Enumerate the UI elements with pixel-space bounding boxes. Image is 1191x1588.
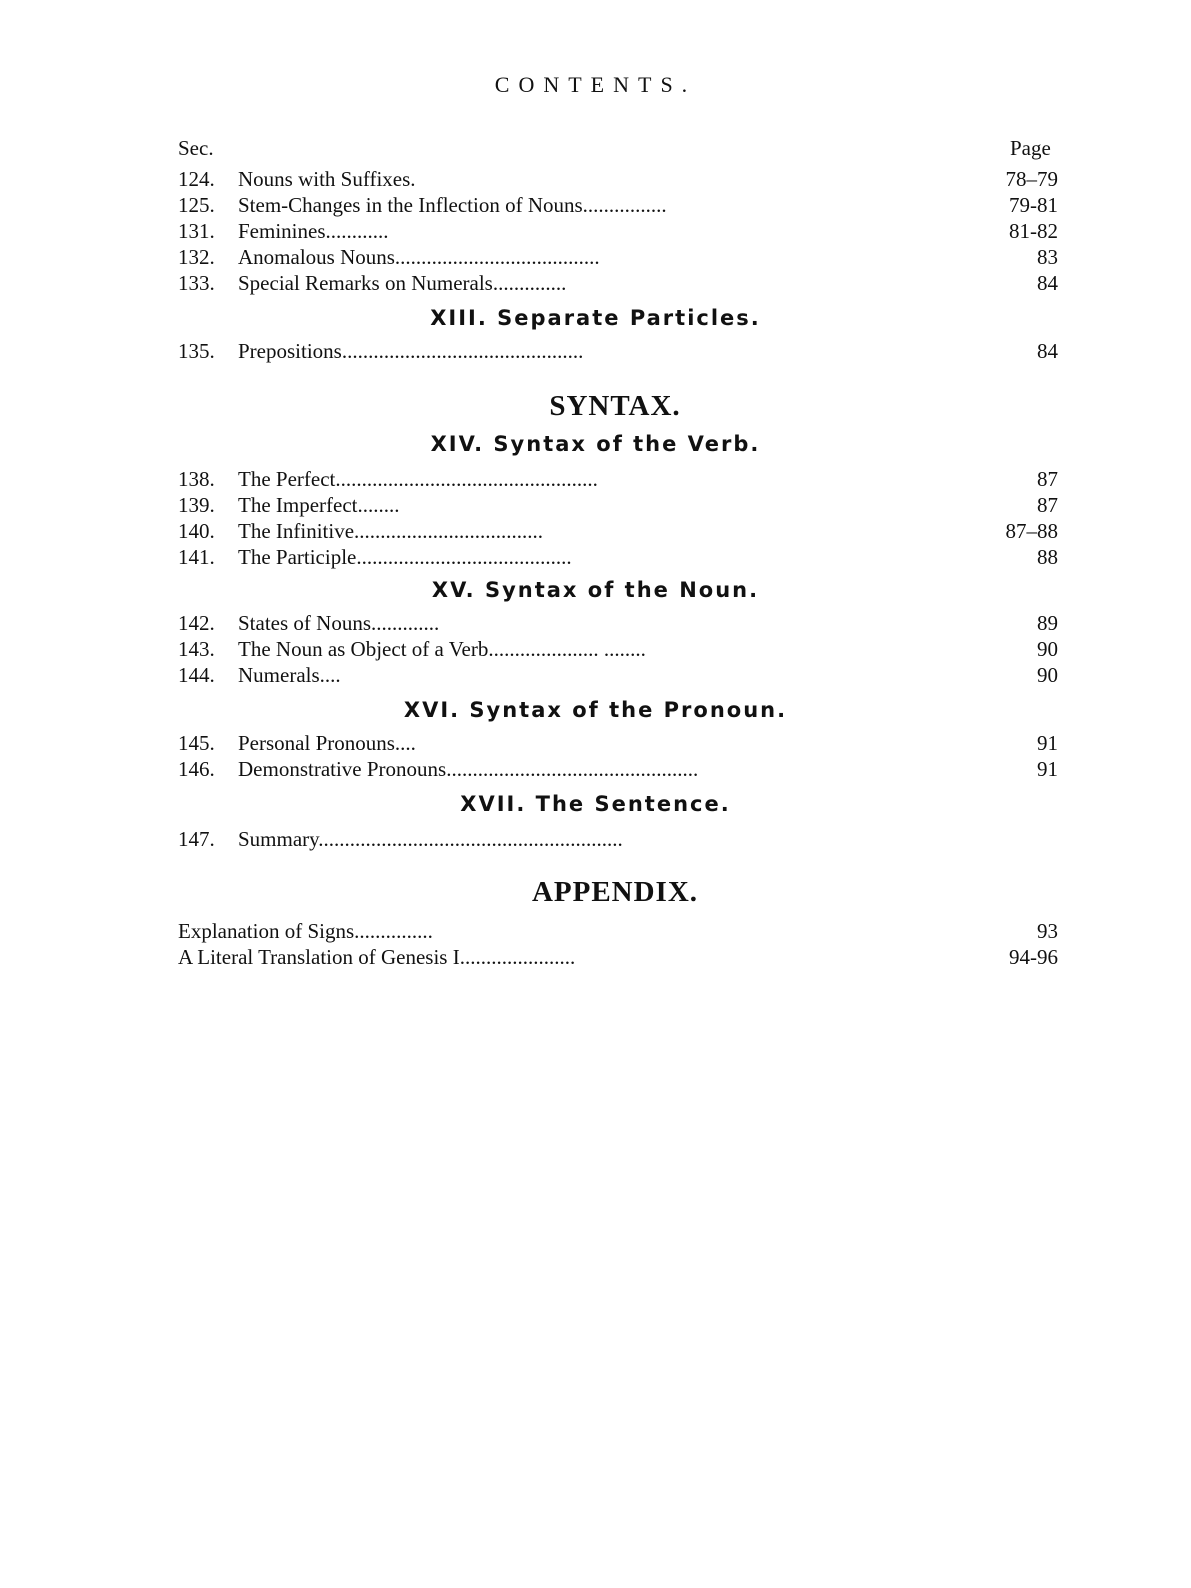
chapter-heading: XVII. The Sentence. bbox=[460, 792, 731, 816]
entry-title: Prepositions.............................................. bbox=[238, 339, 584, 363]
page-number: 89 bbox=[1037, 611, 1058, 635]
toc-entry bbox=[178, 662, 1058, 688]
page-title: CONTENTS. bbox=[494, 72, 697, 97]
section-number: 145. bbox=[178, 731, 215, 755]
section-number: 139. bbox=[178, 493, 215, 517]
section-number: 135. bbox=[178, 339, 215, 363]
entry-title: Numerals.... bbox=[238, 663, 341, 687]
page-number: 87–88 bbox=[1005, 519, 1058, 543]
page-number: 90 bbox=[1037, 637, 1058, 661]
toc-entry bbox=[178, 826, 1058, 852]
toc-entry bbox=[178, 244, 1058, 270]
page-column-header: Page bbox=[1010, 136, 1051, 160]
entry-title: Special Remarks on Numerals.............. bbox=[238, 271, 567, 295]
toc-entry bbox=[178, 730, 1058, 756]
section-number: 125. bbox=[178, 193, 215, 217]
toc-entry bbox=[178, 610, 1058, 636]
chapter-heading: XIII. Separate Particles. bbox=[430, 306, 761, 330]
entry-title: Demonstrative Pronouns................................................ bbox=[238, 757, 699, 781]
section-number: 142. bbox=[178, 611, 215, 635]
section-number: 147. bbox=[178, 827, 215, 851]
section-number: 132. bbox=[178, 245, 215, 269]
toc-entry bbox=[178, 944, 1058, 970]
page-number: 79-81 bbox=[1009, 193, 1058, 217]
chapter-heading: XV. Syntax of the Noun. bbox=[431, 578, 760, 602]
page-number: 78–79 bbox=[1005, 167, 1058, 191]
page-number: 88 bbox=[1037, 545, 1058, 569]
page-number: 83 bbox=[1037, 245, 1058, 269]
entry-title: The Imperfect........ bbox=[238, 493, 400, 517]
toc-entry bbox=[178, 338, 1058, 364]
page-number: 93 bbox=[1037, 919, 1058, 943]
entry-title: Summary.......................................................... bbox=[238, 827, 623, 851]
part-heading-appendix: APPENDIX. bbox=[531, 876, 699, 908]
entry-title: The Noun as Object of a Verb..................... ........ bbox=[238, 637, 646, 661]
part-heading-syntax: SYNTAX. bbox=[549, 390, 681, 422]
entry-title: Explanation of Signs............... bbox=[178, 919, 433, 943]
page-number: 94-96 bbox=[1009, 945, 1058, 969]
page-number: 84 bbox=[1037, 339, 1058, 363]
section-number: 124. bbox=[178, 167, 215, 191]
entry-title: Stem-Changes in the Inflection of Nouns................ bbox=[238, 193, 667, 217]
section-number: 144. bbox=[178, 663, 215, 687]
toc-entry bbox=[178, 492, 1058, 518]
chapter-heading: XIV. Syntax of the Verb. bbox=[430, 432, 761, 456]
entry-title: States of Nouns............. bbox=[238, 611, 440, 635]
entry-title: A Literal Translation of Genesis I...................... bbox=[178, 945, 576, 969]
section-column-header: Sec. bbox=[178, 136, 214, 160]
page-number: 87 bbox=[1037, 467, 1058, 491]
toc-entry bbox=[178, 466, 1058, 492]
section-number: 146. bbox=[178, 757, 215, 781]
toc-entry bbox=[178, 544, 1058, 570]
entry-title: Personal Pronouns.... bbox=[238, 731, 416, 755]
entry-title: The Infinitive.................................... bbox=[238, 519, 544, 543]
toc-entry bbox=[178, 636, 1058, 662]
toc-entry bbox=[178, 192, 1058, 218]
chapter-heading: XVI. Syntax of the Pronoun. bbox=[403, 698, 788, 722]
entry-title: The Participle......................................... bbox=[238, 545, 572, 569]
page-number: 87 bbox=[1037, 493, 1058, 517]
section-number: 143. bbox=[178, 637, 215, 661]
toc-entry bbox=[178, 218, 1058, 244]
section-number: 133. bbox=[178, 271, 215, 295]
toc-entry bbox=[178, 918, 1058, 944]
entry-title: Anomalous Nouns....................................... bbox=[238, 245, 600, 269]
section-number: 131. bbox=[178, 219, 215, 243]
page-number: 91 bbox=[1037, 757, 1058, 781]
entry-title: Nouns with Suffixes. bbox=[238, 167, 416, 191]
toc-entry bbox=[178, 756, 1058, 782]
page-number: 81-82 bbox=[1009, 219, 1058, 243]
toc-entry bbox=[178, 518, 1058, 544]
toc-entry bbox=[178, 270, 1058, 296]
entry-title: Feminines............ bbox=[238, 219, 389, 243]
section-number: 140. bbox=[178, 519, 215, 543]
entry-title: The Perfect.................................................. bbox=[238, 467, 598, 491]
page-number: 90 bbox=[1037, 663, 1058, 687]
section-number: 138. bbox=[178, 467, 215, 491]
section-number: 141. bbox=[178, 545, 215, 569]
page-number: 84 bbox=[1037, 271, 1058, 295]
page-number: 91 bbox=[1037, 731, 1058, 755]
toc-entry bbox=[178, 166, 1058, 192]
